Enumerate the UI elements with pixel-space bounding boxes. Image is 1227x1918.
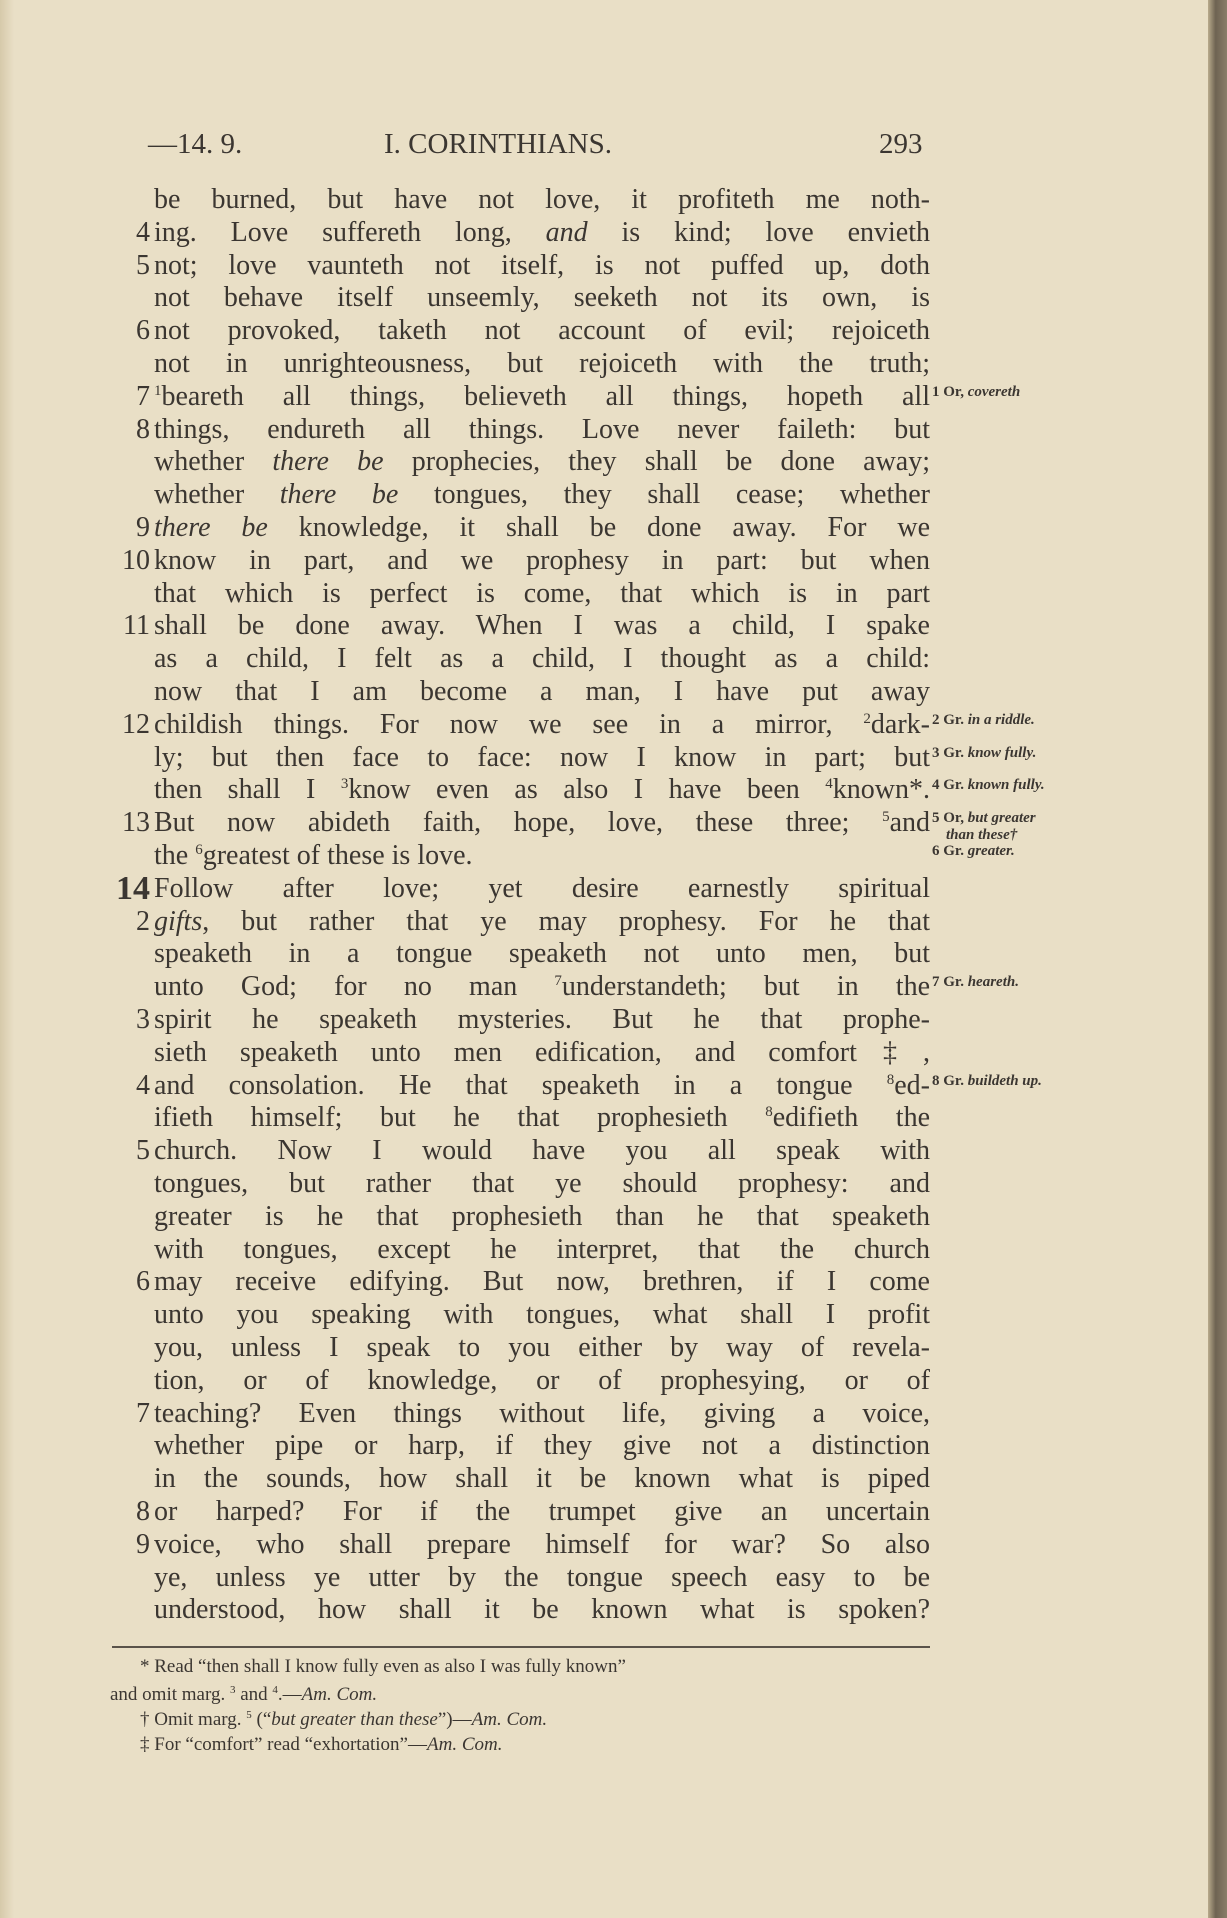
text-run: is kind; love envieth bbox=[587, 216, 930, 248]
verse-number: 2 bbox=[136, 905, 150, 937]
margin-note bbox=[932, 843, 1015, 860]
line-text bbox=[154, 1036, 930, 1069]
text-line bbox=[0, 1003, 1227, 1036]
text-run: Am. Com. bbox=[301, 1684, 378, 1705]
verse-number: 6 bbox=[136, 1266, 150, 1298]
footnote-line bbox=[140, 1734, 502, 1756]
text-run: gifts bbox=[154, 905, 203, 937]
margin-note-text: covereth bbox=[967, 383, 1021, 400]
line-text bbox=[154, 1528, 930, 1561]
text-run: understood, how shall it be known what is spoken? bbox=[154, 1594, 930, 1626]
line-text bbox=[154, 249, 930, 282]
line-text bbox=[154, 1233, 930, 1266]
text-run: ye, unless ye utter by the tongue speech easy to be bbox=[154, 1561, 930, 1593]
text-run: things, endureth all things. Love never faileth: but bbox=[154, 413, 930, 445]
margin-note-marker: 2 Gr. bbox=[932, 711, 968, 728]
line-text bbox=[154, 839, 930, 872]
text-run: .— bbox=[277, 1684, 302, 1705]
text-line bbox=[0, 1200, 1227, 1233]
verse-number: 5 bbox=[136, 1135, 150, 1167]
text-line bbox=[0, 1561, 1227, 1594]
line-text bbox=[154, 1331, 930, 1364]
line-text bbox=[154, 1397, 930, 1430]
text-run: ”)— bbox=[437, 1709, 472, 1730]
text-line bbox=[0, 314, 1227, 347]
line-text bbox=[154, 314, 930, 347]
line-text bbox=[154, 1200, 930, 1233]
text-line bbox=[0, 609, 1227, 642]
text-line bbox=[0, 1265, 1227, 1298]
text-run: (“ bbox=[251, 1709, 272, 1730]
verse-number: 3 bbox=[136, 1004, 150, 1035]
text-run: understandeth; but in the bbox=[561, 971, 930, 1003]
text-run: sieth speaketh unto men edification, and comfort‡, bbox=[154, 1036, 930, 1068]
text-run: and bbox=[545, 216, 588, 248]
line-text bbox=[154, 1298, 930, 1331]
text-run: greater is he that prophesieth than he that speaketh bbox=[154, 1200, 930, 1232]
line-text bbox=[154, 1429, 930, 1462]
note-reference: 8 bbox=[765, 1104, 773, 1121]
line-text bbox=[154, 1265, 930, 1298]
text-line bbox=[0, 347, 1227, 380]
verse-number: 8 bbox=[136, 413, 150, 445]
margin-note bbox=[932, 974, 1019, 991]
line-text bbox=[154, 1167, 930, 1200]
text-run: whether bbox=[154, 479, 280, 511]
line-text bbox=[154, 577, 930, 610]
margin-note-marker: 7 Gr. bbox=[932, 974, 968, 991]
text-run: But now abideth faith, hope, love, these three; bbox=[154, 807, 883, 839]
text-run: and consolation. He that speaketh in a tongue bbox=[154, 1069, 887, 1101]
text-line bbox=[0, 1429, 1227, 1462]
text-run: unto God; for no man bbox=[154, 971, 555, 1003]
verse-number: 10 bbox=[122, 544, 150, 576]
text-run: as a child, I felt as a child, I thought as a child: bbox=[154, 643, 930, 675]
note-reference: 3 bbox=[340, 776, 349, 793]
margin-note bbox=[932, 1073, 1042, 1090]
text-run: ly; but then face to face: now I know in part; but bbox=[154, 741, 930, 773]
text-line bbox=[0, 675, 1227, 708]
margin-note-text: known fully. bbox=[967, 777, 1045, 794]
line-text bbox=[154, 1593, 930, 1626]
text-run: not in unrighteousness, but rejoiceth with the truth; bbox=[154, 348, 930, 379]
chapter-number: 14 bbox=[116, 869, 150, 907]
footnote-rule bbox=[112, 1646, 930, 1648]
line-text bbox=[154, 806, 930, 839]
margin-note-text: than these† bbox=[946, 827, 1018, 844]
text-line bbox=[0, 1593, 1227, 1626]
margin-note-text: greater. bbox=[967, 843, 1015, 859]
text-line bbox=[0, 708, 1227, 741]
text-line bbox=[0, 905, 1227, 938]
margin-note-text: in a riddle. bbox=[967, 711, 1035, 728]
text-line bbox=[0, 577, 1227, 610]
text-run: be burned, but have not love, it profiteth me noth- bbox=[154, 184, 930, 215]
text-run: shall be done away. When I was a child, I spake bbox=[154, 610, 930, 642]
text-run: , but rather that ye may prophesy. For he that bbox=[202, 905, 930, 937]
note-reference: 3 bbox=[229, 1684, 236, 1696]
text-run: voice, who shall prepare himself for war? So also bbox=[154, 1528, 930, 1560]
text-line bbox=[0, 970, 1227, 1003]
note-reference: 4 bbox=[272, 1684, 278, 1696]
verse-number: 5 bbox=[136, 249, 150, 281]
text-run: then shall I bbox=[154, 774, 341, 806]
text-line bbox=[0, 773, 1227, 806]
text-run: there be bbox=[154, 512, 268, 543]
text-run: † Omit marg. bbox=[140, 1709, 247, 1730]
note-reference: 4 bbox=[825, 776, 833, 793]
verse-number: 9 bbox=[136, 512, 150, 543]
text-line bbox=[0, 937, 1227, 970]
margin-note-text: heareth. bbox=[967, 974, 1019, 991]
book-title: I. CORINTHIANS. bbox=[384, 128, 612, 160]
margin-note-marker: 3 Gr. bbox=[932, 744, 968, 761]
text-run: now that I am become a man, I have put away bbox=[154, 676, 930, 707]
line-text bbox=[154, 970, 930, 1003]
text-run: and omit marg. bbox=[110, 1684, 230, 1705]
verse-number: 6 bbox=[136, 315, 150, 347]
text-run: edifieth the bbox=[772, 1102, 930, 1134]
text-run: in the sounds, how shall it be known what is piped bbox=[154, 1463, 930, 1495]
note-reference: 8 bbox=[886, 1071, 895, 1088]
text-run: ifieth himself; but he that prophesieth bbox=[154, 1102, 766, 1134]
footnote-line bbox=[110, 1684, 377, 1706]
line-text bbox=[154, 609, 930, 642]
line-text bbox=[154, 183, 930, 216]
margin-note bbox=[932, 777, 1045, 794]
text-run: know in part, and we prophesy in part: but when bbox=[154, 544, 930, 576]
line-text bbox=[154, 741, 930, 774]
text-run: speaketh in a tongue speaketh not unto men, but bbox=[154, 938, 930, 970]
line-text bbox=[154, 1003, 930, 1036]
text-run: know even as also I have been bbox=[348, 774, 826, 806]
verse-number: 12 bbox=[122, 708, 150, 740]
text-run: Am. Com. bbox=[427, 1734, 503, 1755]
line-text bbox=[154, 1364, 930, 1397]
verse-number: 9 bbox=[136, 1528, 150, 1560]
line-text bbox=[154, 511, 930, 544]
note-reference: 5 bbox=[246, 1709, 252, 1721]
text-run: there be bbox=[279, 479, 399, 511]
line-text bbox=[154, 347, 930, 380]
text-run: beareth all things, believeth all things, hopeth all bbox=[161, 380, 930, 412]
verse-number: 8 bbox=[136, 1496, 150, 1527]
note-reference: 6 bbox=[195, 842, 203, 858]
text-run: ed- bbox=[894, 1069, 930, 1101]
line-text bbox=[154, 905, 930, 938]
line-text bbox=[154, 281, 930, 314]
text-run: spirit he speaketh mysteries. But he that prophe- bbox=[154, 1004, 930, 1035]
line-text bbox=[154, 937, 930, 970]
text-run: whether bbox=[154, 446, 273, 478]
text-run: ing. Love suffereth long, bbox=[154, 216, 546, 248]
text-line bbox=[0, 1134, 1227, 1167]
text-line bbox=[0, 1069, 1227, 1102]
text-line bbox=[0, 478, 1227, 511]
note-reference: 1 bbox=[154, 382, 162, 399]
line-text bbox=[154, 675, 930, 708]
line-text bbox=[154, 216, 930, 249]
text-line bbox=[0, 1298, 1227, 1331]
text-run: not provoked, taketh not account of evil; rejoiceth bbox=[154, 315, 930, 347]
text-line bbox=[0, 216, 1227, 249]
line-text bbox=[154, 1069, 930, 1102]
line-text bbox=[154, 1134, 930, 1167]
text-line bbox=[0, 1036, 1227, 1069]
margin-note bbox=[932, 384, 1020, 401]
text-run: known*. bbox=[832, 774, 930, 806]
line-text bbox=[154, 872, 930, 905]
text-line bbox=[0, 1233, 1227, 1266]
text-run: teaching? Even things without life, giving a voice, bbox=[154, 1397, 930, 1429]
text-run: you, unless I speak to you either by way of revela- bbox=[154, 1332, 930, 1363]
note-reference: 2 bbox=[863, 710, 871, 727]
text-line bbox=[0, 1462, 1227, 1495]
text-run: tongues, but rather that ye should prophesy: and bbox=[154, 1168, 930, 1199]
text-line bbox=[0, 445, 1227, 478]
text-run: ‡ For “comfort” read “exhortation”— bbox=[140, 1734, 427, 1755]
margin-note-marker: 6 Gr. bbox=[932, 843, 968, 859]
line-text bbox=[154, 1495, 930, 1528]
text-line bbox=[0, 544, 1227, 577]
running-header bbox=[148, 128, 933, 168]
page-number: 293 bbox=[879, 128, 923, 160]
text-line bbox=[0, 839, 1227, 872]
note-reference: 7 bbox=[554, 973, 562, 990]
margin-note-text: know fully. bbox=[967, 744, 1037, 761]
margin-note bbox=[932, 745, 1036, 762]
text-run: or harped? For if the trumpet give an uncertain bbox=[154, 1496, 930, 1527]
text-line bbox=[0, 249, 1227, 282]
margin-note-marker: 8 Gr. bbox=[932, 1072, 968, 1089]
line-text bbox=[154, 413, 930, 446]
text-line bbox=[0, 380, 1227, 413]
margin-note bbox=[932, 712, 1035, 729]
text-run: Am. Com. bbox=[471, 1709, 548, 1730]
text-run: unto you speaking with tongues, what shall I profit bbox=[154, 1299, 930, 1331]
verse-number: 7 bbox=[136, 1397, 150, 1429]
text-line bbox=[0, 1495, 1227, 1528]
text-run: there be bbox=[272, 446, 384, 478]
text-run: not; love vaunteth not itself, is not puffed up, doth bbox=[154, 249, 930, 281]
margin-note-marker: 4 Gr. bbox=[932, 777, 968, 794]
text-line bbox=[0, 1397, 1227, 1430]
line-text bbox=[154, 1462, 930, 1495]
text-run: but greater than these bbox=[271, 1709, 438, 1730]
text-line bbox=[0, 413, 1227, 446]
text-line bbox=[0, 642, 1227, 675]
margin-note-marker: 1 Or, bbox=[932, 383, 968, 400]
text-line bbox=[0, 1528, 1227, 1561]
text-run: knowledge, it shall be done away. For we bbox=[267, 512, 930, 543]
line-text bbox=[154, 642, 930, 675]
text-line bbox=[0, 806, 1227, 844]
line-text bbox=[154, 1561, 930, 1594]
text-run: with tongues, except he interpret, that the church bbox=[154, 1233, 930, 1265]
verse-number: 4 bbox=[136, 216, 150, 248]
text-line bbox=[0, 1331, 1227, 1364]
text-run: may receive edifying. But now, brethren, if I come bbox=[154, 1266, 930, 1298]
text-run: Follow after love; yet desire earnestly spiritual bbox=[154, 872, 930, 904]
verse-number: 13 bbox=[122, 807, 150, 839]
text-run: not behave itself unseemly, seeketh not its own, is bbox=[154, 282, 930, 314]
text-line bbox=[0, 183, 1227, 216]
margin-note-marker: 5 Or, bbox=[932, 810, 968, 827]
line-text bbox=[154, 380, 930, 413]
text-run: that which is perfect is come, that which is in part bbox=[154, 577, 930, 609]
verse-number: 11 bbox=[123, 610, 150, 642]
text-run: tongues, they shall cease; whether bbox=[398, 479, 930, 511]
verse-number: 4 bbox=[136, 1069, 150, 1101]
note-reference: 5 bbox=[882, 809, 890, 826]
text-line bbox=[0, 511, 1227, 544]
chapter-verse-range: —14. 9. bbox=[148, 128, 243, 160]
text-run: and bbox=[235, 1684, 273, 1705]
line-text bbox=[154, 1101, 930, 1134]
line-text bbox=[154, 478, 930, 511]
text-run: dark- bbox=[870, 708, 930, 740]
footnote-line bbox=[140, 1656, 626, 1678]
text-line bbox=[0, 281, 1227, 314]
text-line bbox=[0, 869, 1227, 907]
margin-note-text: but greater bbox=[967, 810, 1036, 827]
text-line bbox=[0, 1167, 1227, 1200]
text-run: the bbox=[154, 840, 196, 871]
text-run: church. Now I would have you all speak with bbox=[154, 1135, 930, 1167]
line-text bbox=[154, 773, 930, 806]
text-run: prophecies, they shall be done away; bbox=[383, 446, 930, 478]
line-text bbox=[154, 445, 930, 478]
text-run: * Read “then shall I know fully even as also I was fully known” bbox=[140, 1656, 626, 1677]
line-text bbox=[154, 708, 930, 741]
text-line bbox=[0, 1101, 1227, 1134]
text-run: whether pipe or harp, if they give not a distinction bbox=[154, 1430, 930, 1462]
text-run: greatest of these is love. bbox=[202, 840, 473, 871]
footnote-line bbox=[140, 1709, 547, 1731]
text-line bbox=[0, 1364, 1227, 1397]
text-line bbox=[0, 741, 1227, 774]
line-text bbox=[154, 544, 930, 577]
margin-note-text: buildeth up. bbox=[967, 1072, 1042, 1089]
text-run: and bbox=[889, 807, 930, 839]
text-run: tion, or of knowledge, or of prophesying, or of bbox=[154, 1364, 930, 1396]
verse-number: 7 bbox=[136, 380, 150, 412]
text-run: childish things. For now we see in a mirror, bbox=[154, 708, 864, 740]
